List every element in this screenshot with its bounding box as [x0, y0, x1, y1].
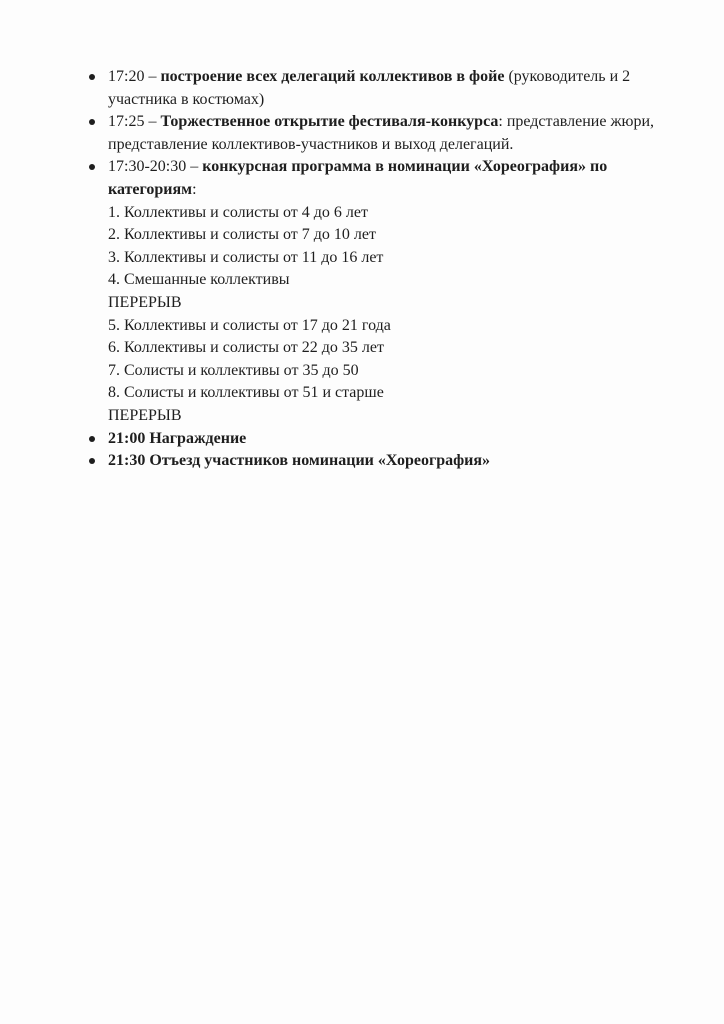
item-title: Торжественное открытие фестиваля-конкурса [160, 113, 499, 131]
break-label: ПЕРЕРЫВ [108, 293, 182, 311]
bullet-icon [89, 164, 95, 170]
schedule-item-departure [108, 450, 678, 473]
bullet-icon [89, 458, 95, 464]
category-list [108, 202, 678, 428]
item-title: построение всех делегаций коллективов в фойе [160, 68, 505, 85]
item-title: конкурсная программа в номинации «Хореография» по категориям [108, 158, 608, 198]
schedule-item-competition [108, 156, 678, 201]
category-item: 6. Коллективы и солисты от 22 до 35 лет [108, 339, 384, 357]
item-note: : [192, 180, 197, 198]
bullet-icon [89, 436, 95, 442]
bullet-icon [89, 119, 95, 125]
item-note: (руководитель и 2 участника в костюмах) [108, 68, 631, 108]
item-time: 17:20 – [108, 68, 161, 85]
break-label: ПЕРЕРЫВ [108, 406, 182, 424]
item-time: 17:25 – [108, 113, 161, 131]
schedule-item-assembly [108, 66, 678, 111]
schedule-item-awards [108, 428, 678, 451]
category-item: 3. Коллективы и солисты от 11 до 16 лет [108, 248, 384, 266]
category-item: 2. Коллективы и солисты от 7 до 10 лет [108, 226, 376, 244]
item-title: 21:30 Отъезд участников номинации «Хореография» [108, 452, 491, 470]
item-note: : представление жюри, представление коллективов-участников и выход делегаций. [108, 113, 655, 153]
category-item: 8. Солисты и коллективы от 51 и старше [108, 384, 384, 402]
item-title: 21:00 Награждение [108, 429, 247, 447]
schedule-item-opening [108, 111, 678, 156]
category-item: 7. Солисты и коллективы от 35 до 50 [108, 361, 359, 379]
category-item: 1. Коллективы и солисты от 4 до 6 лет [108, 203, 368, 221]
item-time: 17:30-20:30 – [108, 158, 203, 176]
schedule-list [108, 66, 678, 473]
bullet-icon [89, 74, 95, 80]
category-item: 4. Смешанные коллективы [108, 271, 290, 289]
category-item: 5. Коллективы и солисты от 17 до 21 года [108, 316, 391, 334]
